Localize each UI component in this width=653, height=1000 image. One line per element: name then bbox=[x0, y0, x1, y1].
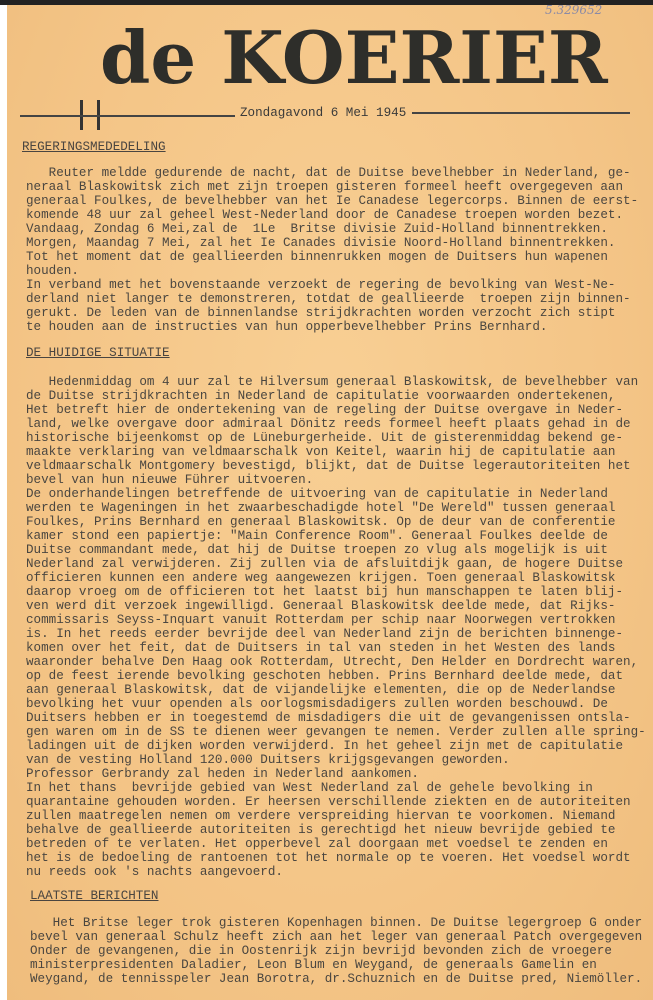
text-line: komen over het feit, dat de Duitsers in tal van steden in het Westen des lands bbox=[26, 641, 616, 655]
text-line: Weygand, de tennisspeler Jean Borotra, dr.Schuznich en de Duitse pred, Niemöller. bbox=[30, 972, 643, 986]
text-line: gen waren om in de SS te dienen weer gevangen te nemen. Verder zullen alle spring- bbox=[26, 725, 646, 739]
text-line: Tot het moment dat de geallieerden binnenrukken mogen de Duitsers hun wapenen bbox=[26, 250, 608, 264]
text-line: Duitsers hebben er in toegestemd de misdadigers die uit de gevangenissen ontsla- bbox=[26, 711, 631, 725]
text-line: generaal Foulkes, de bevelhebber van het Ie Canadese legercorps. Binnen de eerst- bbox=[26, 194, 639, 208]
text-line: ven werd dit verzoek ingewilligd. Generaal Blaskowitsk deelde mede, dat Rijks- bbox=[26, 599, 616, 613]
text-line: neraal Blaskowitsk zich met zijn troepen gisteren formeel heeft overgegeven aan bbox=[26, 180, 624, 194]
text-line: kamer stond een papiertje: "Main Conference Room". Generaal Foulkes deelde de bbox=[26, 529, 608, 543]
section-body bbox=[26, 375, 646, 879]
text-line: betreden of te verlaten. Het opperbevel zal doorgaan met voedsel te zenden en bbox=[26, 837, 608, 851]
text-line: het is de bedoeling de rantoenen tot het normale op te voeren. Het voedsel wordt bbox=[26, 851, 631, 865]
text-line: op de feest ierende bevolking geschoten hebben. Prins Bernhard deelde mede, dat bbox=[26, 669, 624, 683]
text-line: bevolking het vuur openden als oorlogsmisdadigers zullen worden beschouwd. De bbox=[26, 697, 608, 711]
text-line: houden. bbox=[26, 264, 79, 278]
text-line: Onder de gevangenen, die in Oostenrijk zijn bevrijd bevonden zich de vroegere bbox=[30, 944, 612, 958]
text-line: werden te Wageningen in het zwaarbeschadigde hotel "De Wereld" tussen generaal bbox=[26, 501, 616, 515]
text-line: Hedenmiddag om 4 uur zal te Hilversum generaal Blaskowitsk, de bevelhebber van bbox=[26, 375, 639, 389]
archive-number: 5.329652 bbox=[545, 3, 603, 17]
text-line: ladingen uit de dijken worden verwijderd. In het geheel zijn met de capitulatie bbox=[26, 739, 624, 753]
text-line: aan generaal Blaskowitsk, dat de vijandelijke elementen, die op de Nederlandse bbox=[26, 683, 616, 697]
text-line: quarantaine gehouden worden. Er heersen verschillende ziekten en de autoriteiten bbox=[26, 795, 631, 809]
section-body bbox=[30, 916, 642, 986]
text-line: Morgen, Maandag 7 Mei, zal het Ie Canades divisie Noord-Holland binnentrekken. bbox=[26, 236, 616, 250]
text-line: commissaris Seyss-Inquart vanuit Rotterdam per schip naar Noorwegen vertrokken bbox=[26, 613, 616, 627]
text-line: derland niet langer te demonstreren, totdat de geallieerde troepen zijn binnen- bbox=[26, 292, 631, 306]
text-line: is. In het reeds eerder bevrijde deel van Nederland zijn de berichten binnenge- bbox=[26, 627, 624, 641]
text-line: daarop vroeg om de officieren tot het laatst bij hun manschappen te laten blij- bbox=[26, 585, 624, 599]
text-line: veldmaarschalk Montgomery bevestigd, blijkt, dat de Duitse legerautoriteiten het bbox=[26, 459, 631, 473]
text-line: officieren kunnen een andere weg aangewezen krijgen. Toen generaal Blaskowitsk bbox=[26, 571, 616, 585]
text-line: zullen maatregelen nemen om verdere verspreiding hiervan te voorkomen. Niemand bbox=[26, 809, 616, 823]
section-heading: DE HUIDIGE SITUATIE bbox=[26, 346, 170, 360]
text-line: historische bijeenkomst op de Lüneburgerheide. Uit de gisterenmiddag bekend ge- bbox=[26, 431, 624, 445]
text-line: Reuter meldde gedurende de nacht, dat de Duitse bevelhebber in Nederland, ge- bbox=[26, 166, 631, 180]
text-line: behalve de geallieerde autoriteiten is gerechtigd het nieuw bevrijde gebied te bbox=[26, 823, 616, 837]
text-line: gerukt. De leden van de binnenlandse strijdkrachten worden verzocht zich stipt bbox=[26, 306, 616, 320]
text-line: land, welke overgave door admiraal Dönitz reeds formeel heeft plaats gehad in de bbox=[26, 417, 631, 431]
text-line: De onderhandelingen betreffende de uitvoering van de capitulatie in Nederland bbox=[26, 487, 608, 501]
text-line: bevel van generaal Schulz heeft zich aan het leger van generaal Patch overgegeven bbox=[30, 930, 643, 944]
text-line: van de vesting Holland 120.000 Duitsers krijgsgevangen geworden. bbox=[26, 753, 510, 767]
section-heading: REGERINGSMEDEDELING bbox=[22, 140, 166, 154]
text-line: Het betreft hier de ondertekening van de regeling der Duitse overgave in Neder- bbox=[26, 403, 624, 417]
masthead-logo: de KOERIER bbox=[100, 15, 608, 100]
text-line: Duitse commandant mede, dat hij de Duitse troepen zo vlug als mogelijk is uit bbox=[26, 543, 608, 557]
text-line: ministerpresidenten Daladier, Leon Blum en Weygand, de generaals Gamelin en bbox=[30, 958, 597, 972]
issue-date: Zondagavond 6 Mei 1945 bbox=[240, 106, 407, 120]
text-line: Vandaag, Zondag 6 Mei,zal de 1Le Britse divisie Zuid-Holland binnentrekken. bbox=[26, 222, 608, 236]
masthead-rule-left bbox=[20, 115, 235, 117]
masthead-rule-right bbox=[412, 112, 630, 114]
text-line: In verband met het bovenstaande verzoekt de regering de bevolking van West-Ne- bbox=[26, 278, 616, 292]
section-body bbox=[26, 166, 638, 334]
text-line: de Duitse strijdkrachten in Nederland de capitulatie voorwaarden ondertekenen, bbox=[26, 389, 616, 403]
text-line: In het thans bevrijde gebied van West Nederland zal de gehele bevolking in bbox=[26, 781, 593, 795]
text-line: te houden aan de instructies van hun opperbevelhebber Prins Bernhard. bbox=[26, 320, 548, 334]
text-line: Professor Gerbrandy zal heden in Nederland aankomen. bbox=[26, 767, 419, 781]
section-heading: LAATSTE BERICHTEN bbox=[30, 889, 159, 903]
text-line: Nederland zal verwijderen. Zij zullen via de afsluitdijk gaan, de hogere Duitse bbox=[26, 557, 624, 571]
text-line: Foulkes, Prins Bernhard en generaal Blaskowitsk. Op de deur van de conferentie bbox=[26, 515, 616, 529]
text-line: waaronder behalve Den Haag ook Rotterdam, Utrecht, Den Helder en Dordrecht waren, bbox=[26, 655, 639, 669]
text-line: nu reeds ook 's nachts aangevoerd. bbox=[26, 865, 283, 879]
text-line: Het Britse leger trok gisteren Kopenhagen binnen. De Duitse legergroep G onder bbox=[30, 916, 643, 930]
text-line: komende 48 uur zal geheel West-Nederland door de Canadese troepen worden bezet. bbox=[26, 208, 624, 222]
text-line: maakte verklaring van veldmaarschalk von Keitel, waarin hij de capitulatie aan bbox=[26, 445, 616, 459]
text-line: bevel van hun nieuwe Führer uitvoeren. bbox=[26, 473, 314, 487]
